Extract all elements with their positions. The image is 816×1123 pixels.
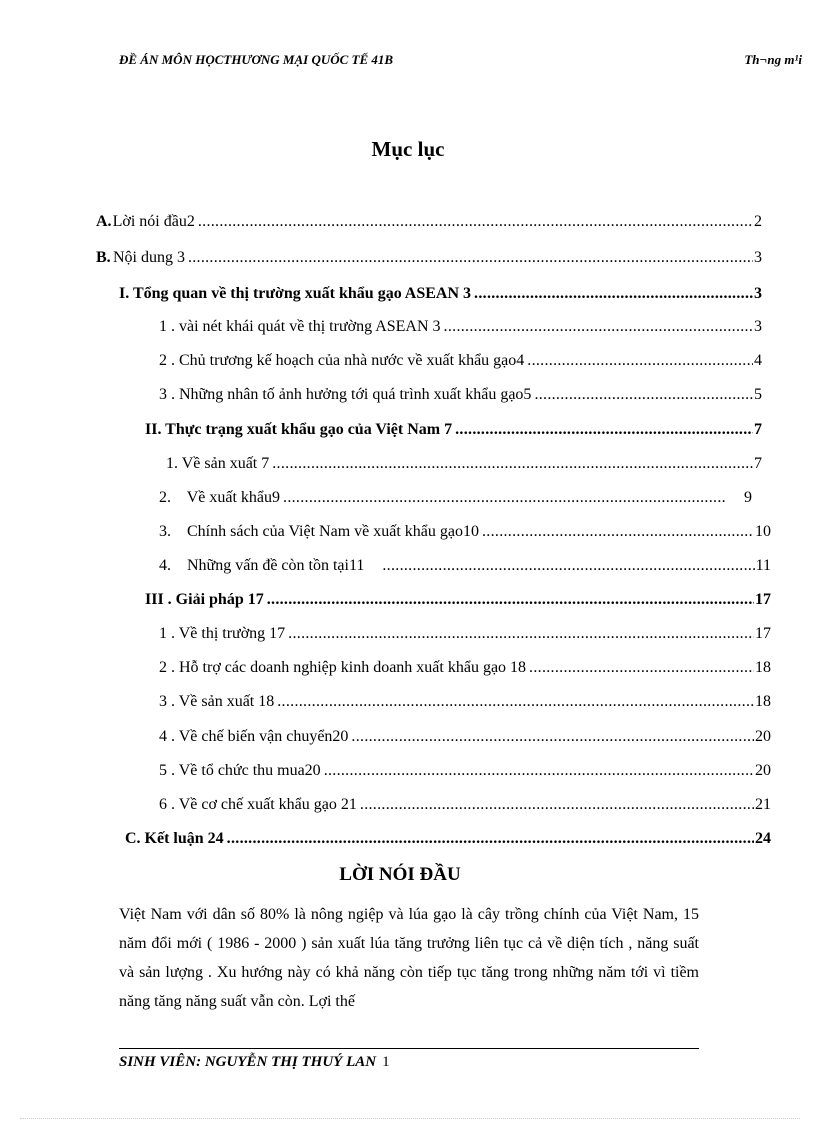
toc-label: I. Tổng quan về thị trường xuất khẩu gạo ASEAN 3 <box>119 285 472 302</box>
toc-label: 3. Chính sách của Việt Nam về xuất khẩu gạo10 <box>159 523 479 540</box>
toc-leader <box>283 489 726 507</box>
toc-page: 21 <box>755 796 771 813</box>
page-title: Mục lục <box>371 137 445 161</box>
toc-leader <box>198 213 753 231</box>
toc-page: 17 <box>755 591 771 608</box>
toc-entry-c <box>125 830 771 852</box>
toc-label: 6 . Về cơ chế xuất khẩu gạo 21 <box>159 796 357 813</box>
footer-page-number: 1 <box>382 1054 390 1070</box>
running-header-left: ĐỀ ÁN MÔN HỌCTHƯƠNG MẠI QUỐC TẾ 41B <box>119 52 394 67</box>
toc-marker: B. <box>96 249 111 266</box>
toc-label: III . Giải pháp 17 <box>145 591 264 608</box>
toc-entry-2-4 <box>159 557 771 579</box>
toc-entry-3-1 <box>159 625 771 647</box>
toc-leader <box>482 523 754 541</box>
toc-label: 2 . Chủ trương kế hoạch của nhà nước về xuất khẩu gạo4 <box>159 352 525 369</box>
toc-page: 20 <box>755 728 771 745</box>
toc-label: 1. Về sản xuất 7 <box>166 455 270 472</box>
toc-leader <box>188 249 753 267</box>
toc-page: 10 <box>755 523 771 540</box>
toc-page: 11 <box>755 557 771 574</box>
toc-page: 3 <box>754 318 762 335</box>
toc-entry-b <box>96 249 762 271</box>
intro-paragraph: Việt Nam với dân số 80% là nông ngiệp và lúa gạo là cây trồng chính của Việt Nam, 15 năm đổi mới ( 1986 - 2000 ) sản xuất lúa tăng trưởng liên tục cả về diện tích , năng suất và sản lượng . Xu hướng này có khả năng còn tiếp tục tăng trong những năm tới vì tiềm năng tăng năng suất vẫn còn. Lợi thế <box>119 906 699 1010</box>
toc-entry-3-6 <box>159 796 771 818</box>
toc-leader <box>474 285 753 303</box>
toc-entry-2-1 <box>166 455 762 477</box>
toc-page: 3 <box>754 285 762 302</box>
toc-label: 1 . vài nét khái quát về thị trường ASEAN 3 <box>159 318 441 335</box>
footer-rule <box>119 1048 699 1049</box>
toc-leader <box>382 557 754 575</box>
toc-entry-section-2 <box>145 421 762 443</box>
toc-leader <box>227 830 754 848</box>
toc-leader <box>267 591 754 609</box>
toc-leader <box>444 318 753 336</box>
toc-entry-1-1 <box>159 318 762 340</box>
toc-label: II. Thực trạng xuất khẩu gạo của Việt Nam 7 <box>145 421 453 438</box>
toc-marker: A. <box>96 213 112 230</box>
toc-leader <box>360 796 754 814</box>
toc-label: Lời nói đầu2 <box>112 213 195 230</box>
toc-label: 1 . Về thị trường 17 <box>159 625 286 642</box>
toc-entry-1-3 <box>159 386 762 408</box>
toc-label: 4. Những vấn đề còn tồn tại11 <box>159 557 365 574</box>
toc-entry-a <box>96 213 762 235</box>
toc-leader <box>529 659 754 677</box>
toc-label: 4 . Về chế biến vận chuyển20 <box>159 728 349 745</box>
footer-author: SINH VIÊN: NGUYỄN THỊ THUÝ LAN <box>119 1054 377 1070</box>
toc-entry-section-1 <box>119 285 762 307</box>
toc-page: 9 <box>744 489 752 506</box>
toc-page: 24 <box>755 830 771 847</box>
toc-page: 18 <box>755 693 771 710</box>
toc-entry-3-3 <box>159 693 771 715</box>
toc-entry-2-3 <box>159 523 771 545</box>
toc-page: 17 <box>755 625 771 642</box>
toc-label: C. Kết luận 24 <box>125 830 224 847</box>
toc-page: 20 <box>755 762 771 779</box>
section-title-preface: LỜI NÓI ĐẦU <box>339 864 461 885</box>
toc-page: 4 <box>754 352 762 369</box>
toc-label: 3 . Về sản xuất 18 <box>159 693 275 710</box>
toc-label: 5 . Về tổ chức thu mua20 <box>159 762 321 779</box>
toc-leader <box>324 762 754 780</box>
toc-page: 7 <box>754 421 762 438</box>
toc-page: 18 <box>755 659 771 676</box>
toc-label: 3 . Những nhân tố ảnh hưởng tới quá trình xuất khẩu gạo5 <box>159 386 532 403</box>
toc-page: 7 <box>754 455 762 472</box>
toc-entry-3-4 <box>159 728 771 750</box>
toc-leader <box>534 386 753 404</box>
toc-entry-2-2 <box>159 489 752 511</box>
page-footer <box>119 1054 390 1071</box>
toc-page: 2 <box>754 213 762 230</box>
toc-label: 2. Về xuất khẩu9 <box>159 489 281 506</box>
toc-label: 2 . Hỗ trợ các doanh nghiệp kinh doanh xuất khẩu gạo 18 <box>159 659 527 676</box>
toc-leader <box>272 455 753 473</box>
toc-leader <box>288 625 754 643</box>
toc-label: Nội dung 3 <box>112 249 185 266</box>
toc-page: 5 <box>754 386 762 403</box>
toc-leader <box>455 421 753 439</box>
toc-leader <box>527 352 753 370</box>
page-edge <box>20 1118 800 1119</box>
toc-leader <box>351 728 754 746</box>
toc-leader <box>277 693 754 711</box>
toc-entry-3-5 <box>159 762 771 784</box>
toc-page: 3 <box>754 249 762 266</box>
toc-entry-section-3 <box>145 591 771 613</box>
toc-entry-3-2 <box>159 659 771 681</box>
toc-entry-1-2 <box>159 352 762 374</box>
running-header-right: Th¬ng m¹i <box>744 52 802 67</box>
